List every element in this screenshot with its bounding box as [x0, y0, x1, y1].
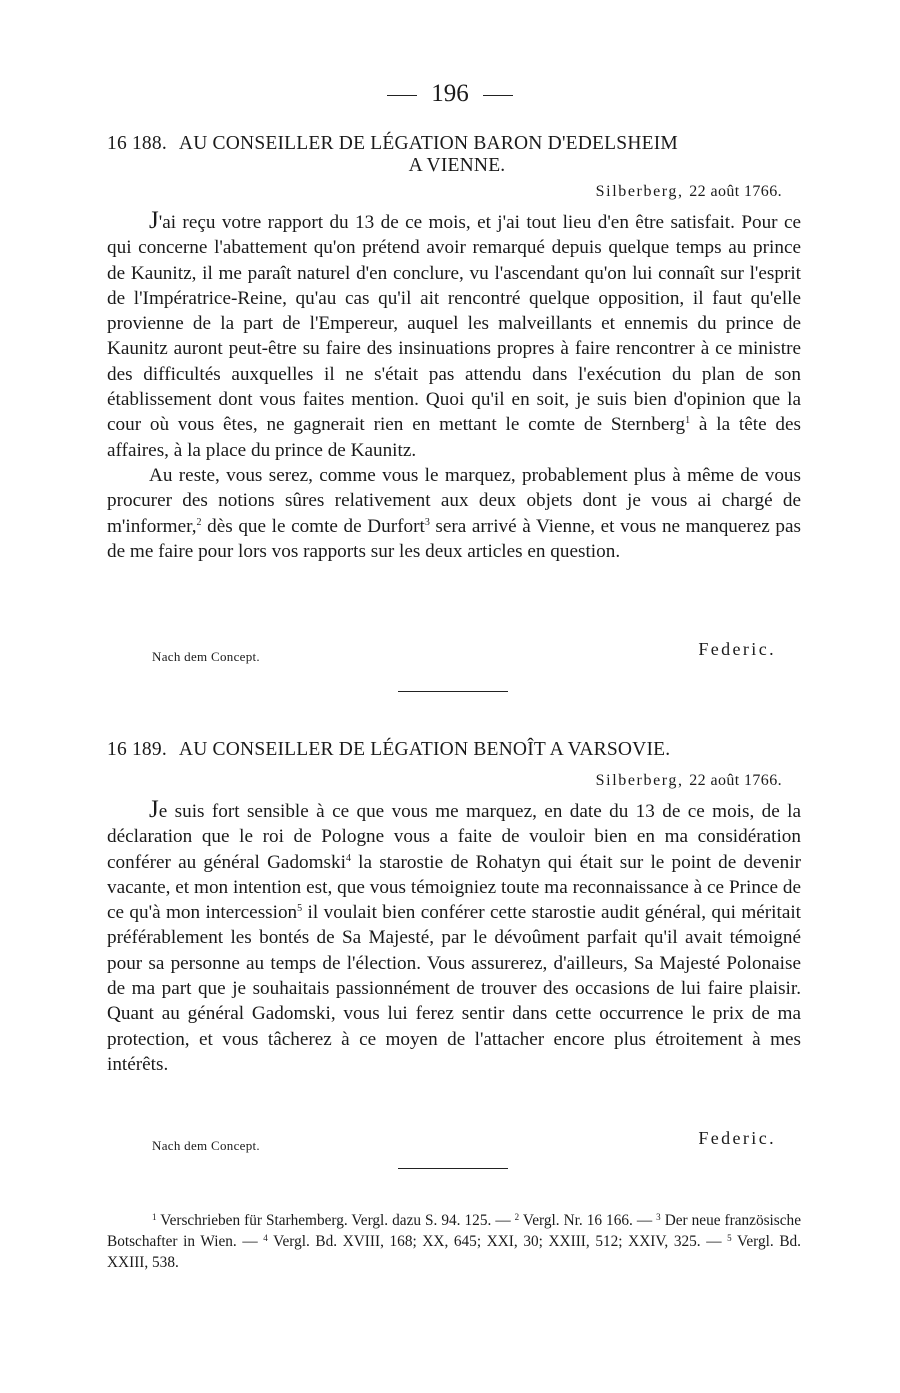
drop-cap: J: [149, 207, 159, 234]
letter-paragraph: [107, 797, 801, 1077]
footnote-text: Vergl. Nr. 16 166. —: [519, 1212, 657, 1229]
letter-paragraph: [107, 208, 801, 463]
footnote-text: Verschrieben für Starhemberg. Vergl. dazu S. 94. 125. —: [156, 1212, 515, 1229]
paragraph-text: à la tête des affaires, à la place du prince de Kaunitz.: [107, 414, 801, 461]
letter-place: Silberberg,: [595, 183, 684, 200]
letter-body: [107, 797, 801, 1077]
source-note: Nach dem Concept.: [152, 649, 260, 664]
letter-number: 16 188.: [107, 133, 167, 154]
footnote-text: Der neue französische Botschafter in Wien. —: [107, 1212, 801, 1250]
letter-heading: [107, 133, 807, 177]
page-number: 196: [431, 80, 469, 107]
paragraph-text: il voulait bien conférer cette starostie audit général, qui méritait préférablement les bontés de Sa Majesté, par le dévoûment parfait qu'il avait témoigné pour sa personne au temps de l'élection. Vous assurerez, d'ailleurs, Sa Majesté Polonaise de ma part que je souhaitais passionnément de trouver des occasions de lui faire plaisir. Quant au général Gadomski, vous lui ferez sentir dans cette occurrence le prix de ma protection, et vous tâcherez à ce moyen de l'attacher encore plus étroitement à mes intérêts.: [107, 902, 802, 1075]
letter-dateline: [596, 772, 782, 790]
letter-body: [107, 208, 801, 564]
letter-dateline: [596, 183, 782, 201]
letter-addressee: AU CONSEILLER DE LÉGATION BENOÎT A VARSOVIE.: [178, 739, 671, 760]
letter-date: 22 août 1766.: [689, 772, 782, 789]
header-dash-left: [387, 95, 417, 96]
section-divider: [398, 1168, 508, 1169]
footnote-ref: 5: [297, 903, 303, 915]
section-divider: [398, 691, 508, 692]
footnotes: [107, 1210, 801, 1273]
page-header: [0, 80, 900, 108]
paragraph-text: dès que le comte de Durfort: [201, 515, 425, 537]
letter-heading: [107, 739, 807, 761]
drop-cap: J: [149, 796, 159, 823]
footnote-marker: 5: [727, 1233, 732, 1243]
footnote-marker: 2: [514, 1212, 520, 1222]
letter-date: 22 août 1766.: [689, 183, 782, 200]
footnote-marker: 3: [656, 1212, 661, 1222]
footnote-ref: 2: [196, 516, 202, 528]
letter-addressee: AU CONSEILLER DE LÉGATION BARON D'EDELSHEIM: [178, 133, 678, 154]
letter-number: 16 189.: [107, 739, 167, 760]
signature: Federic.: [698, 639, 776, 659]
paragraph-text: la starostie de Rohatyn qui était sur le point de devenir vacante, et mon intention est, que vous témoigniez toute ma reconnaissance à ce Prince de ce qu'à mon intercession: [107, 851, 801, 924]
letter-destination: A VIENNE.: [408, 155, 506, 176]
footnote-ref: 4: [345, 852, 351, 864]
header-dash-right: [483, 95, 513, 96]
footnote-text: Vergl. Bd. XVIII, 168; XX, 645; XXI, 30; XXIII, 512; XXIV, 325. —: [267, 1233, 728, 1250]
footnote-marker: 1: [152, 1212, 157, 1222]
footnote-ref: 1: [685, 415, 691, 427]
paragraph-text: e suis fort sensible à ce que vous me marquez, en date du 13 de ce mois, de la déclaration que le roi de Pologne vous a faite de vouloir bien en ma considération conférer au général Gadomski: [107, 801, 801, 873]
source-note: Nach dem Concept.: [152, 1138, 260, 1153]
footnote-block: [107, 1210, 801, 1273]
paragraph-text: Au reste, vous serez, comme vous le marquez, probablement plus à même de vous procurer des notions sûres relativement aux deux objets dont je vous ai chargé de m'informer,: [107, 464, 801, 537]
signature: Federic.: [698, 1128, 776, 1148]
footnote-ref: 3: [424, 516, 430, 528]
paragraph-text: sera arrivé à Vienne, et vous ne manquerez pas de me faire pour lors vos rapports sur les deux articles en question.: [107, 515, 801, 562]
footnote-text: Vergl. Bd. XXIII, 538.: [107, 1233, 801, 1271]
letter-paragraph: [107, 463, 801, 564]
letter-place: Silberberg,: [595, 772, 684, 789]
footnote-marker: 4: [263, 1233, 268, 1243]
paragraph-text: 'ai reçu votre rapport du 13 de ce mois, et j'ai tout lieu d'en être satisfait. Pour ce qui concerne l'abattement qu'on prétend avoir remarqué depuis quelque temps au prince de Kaunitz, il me paraît naturel d'en conclure, vu l'ascendant qu'on lui connaît sur l'esprit de l'Impératrice-Reine, qu'au cas qu'il ait rencontré quelque opposition, il faut qu'elle provienne de la part de l'Empereur, auquel les malveillants et ennemis du prince de Kaunitz auront peut-être su faire des insinuations propres à faire rencontrer à ce ministre des difficultés auxquelles il ne s'était pas attendu dans l'exécution du plan de son établissement dont vous faites mention. Quoi qu'il en soit, je suis bien d'opinion que la cour où vous êtes, ne gagnerait rien en mettant le comte de Sternberg: [107, 212, 801, 436]
